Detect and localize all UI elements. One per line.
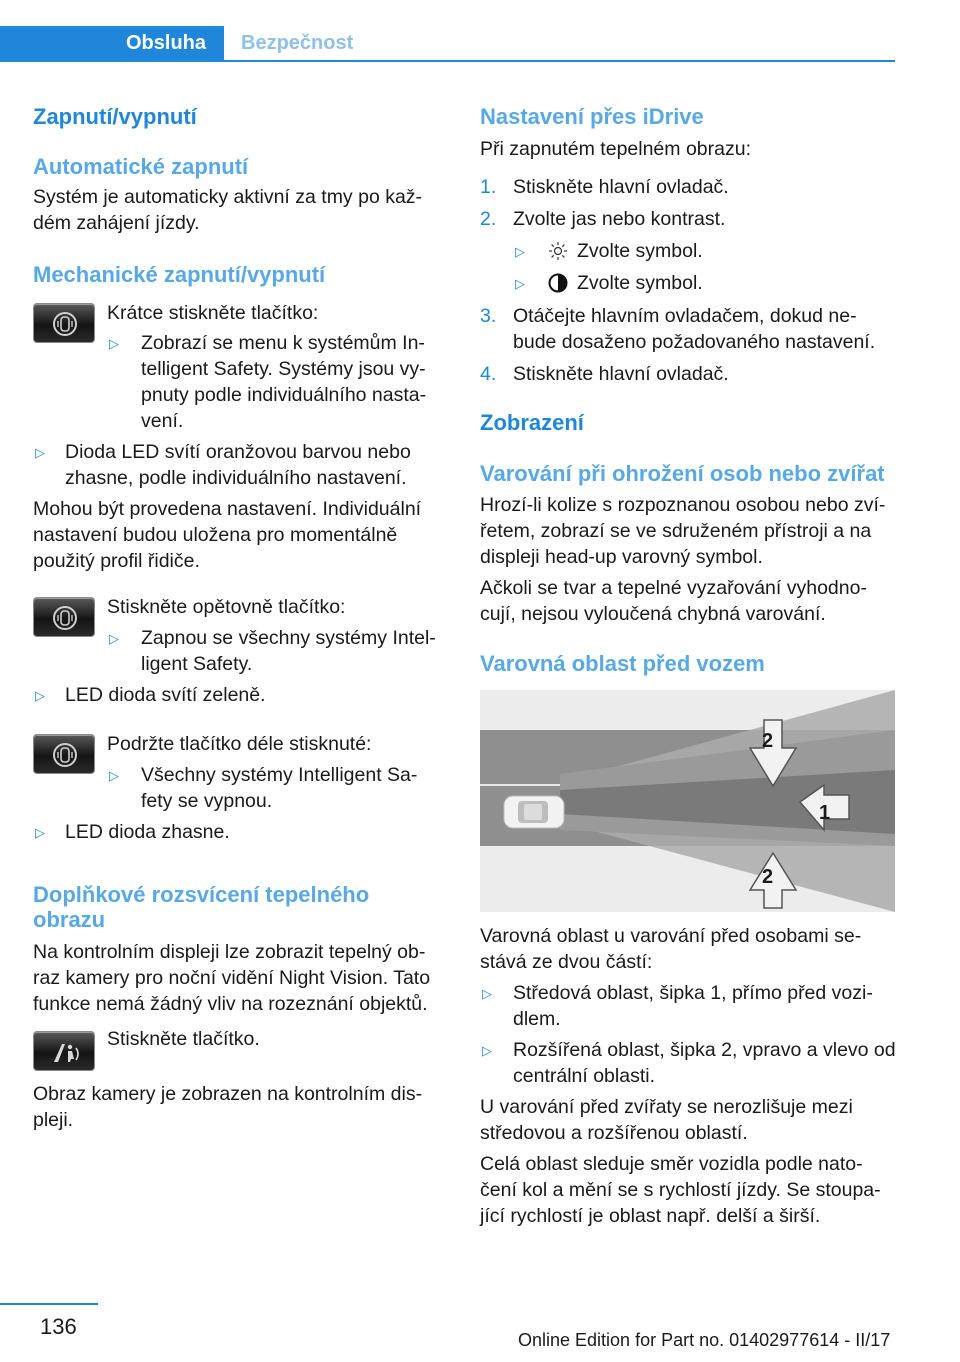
online-edition-note: Online Edition for Part no. 01402977614 - II/17 — [518, 1330, 891, 1350]
warning-area-diagram — [480, 690, 895, 912]
subheading-warning-area: Varovná oblast před vozem — [480, 651, 765, 676]
again-bullet1-line-2: ligent Safety. — [141, 653, 253, 675]
animals-text-line-1: U varování před zvířaty se nerozlišuje mezi — [480, 1096, 853, 1118]
step-number: 3. — [480, 305, 497, 327]
intelligent-safety-icon — [34, 735, 96, 775]
camera-text-line-2: pleji. — [33, 1109, 74, 1131]
settings-text-line-2: nastavení budou uložena pro momentálně — [33, 524, 398, 546]
night-vision-button-image — [33, 1031, 95, 1071]
mech-bullet1-line-1: Zobrazí se menu k systémům In‐ — [141, 332, 425, 354]
step-number: 1. — [480, 176, 497, 198]
arrow-label-bottom: 2 — [762, 866, 774, 888]
mech-bullet1-line-2: telligent Safety. Systémy jsou vy‐ — [141, 358, 426, 380]
whole-text-line-2: čení kol a mění se s rychlostí jízdy. Se stoupa‐ — [480, 1179, 881, 1201]
subheading-thermal-line-1: Doplňkové rozsvícení tepelného — [33, 882, 370, 907]
thermal-text-line-3: funkce nemá žádný vliv na rozeznání objektů. — [33, 993, 428, 1015]
subheading-automaticke-zapnuti: Automatické zapnutí — [33, 154, 249, 179]
bullet-triangle-icon: ▷ — [35, 688, 45, 703]
intelligent-safety-icon — [34, 304, 96, 344]
bullet-triangle-icon: ▷ — [35, 445, 45, 460]
footer-rule — [0, 1303, 98, 1305]
subheading-idrive: Nastavení přes iDrive — [480, 104, 704, 129]
thermal-text-line-1: Na kontrolním displeji lze zobrazit tepelný ob‐ — [33, 941, 426, 963]
tab-underline — [0, 60, 895, 62]
animals-text-line-2: středovou a rozšířenou oblastí. — [480, 1122, 748, 1144]
area-text-line-2: stává ze dvou částí: — [480, 951, 653, 973]
again-bullet1-line-1: Zapnou se všechny systémy Intel‐ — [141, 627, 436, 649]
intelligent-safety-button-image — [33, 734, 95, 774]
area-bullet2-line-1: Rozšířená oblast, šipka 2, vpravo a vlevo od — [513, 1039, 896, 1061]
bullet-triangle-icon: ▷ — [482, 1043, 492, 1058]
bullet-triangle-icon: ▷ — [109, 336, 119, 351]
mech-bullet1-line-4: vení. — [141, 410, 184, 432]
settings-text-line-3: použitý profil řidiče. — [33, 550, 200, 572]
area-text-line-1: Varovná oblast u varování před osobami se‐ — [480, 925, 862, 947]
mech-press-text: Krátce stiskněte tlačítko: — [107, 302, 319, 324]
mech-bullet2-line-1: Dioda LED svítí oranžovou barvou nebo — [65, 441, 411, 463]
step-2-text: Zvolte jas nebo kontrast. — [513, 208, 726, 230]
heading-zobrazeni: Zobrazení — [480, 410, 584, 435]
hold-bullet1-line-1: Všechny systémy Intelligent Sa‐ — [141, 764, 418, 786]
intelligent-safety-icon — [34, 598, 96, 638]
bullet-triangle-icon: ▷ — [482, 986, 492, 1001]
subheading-mechanicke: Mechanické zapnutí/vypnutí — [33, 262, 326, 287]
chapter-tabbar — [0, 26, 895, 62]
bullet-triangle-icon: ▷ — [35, 825, 45, 840]
intelligent-safety-button-image — [33, 303, 95, 343]
warning-text1-line-1: Hrozí-li kolize s rozpoznanou osobou nebo zví‐ — [480, 494, 886, 516]
step-number: 2. — [480, 208, 497, 230]
press-again-text: Stiskněte opětovně tlačítko: — [107, 596, 346, 618]
sub-contrast-text: Zvolte symbol. — [577, 272, 703, 294]
mech-bullet1-line-3: pnuty podle individuálního nasta‐ — [141, 384, 427, 406]
subheading-warning: Varování při ohrožení osob nebo zvířat — [480, 461, 885, 486]
whole-text-line-1: Celá oblast sleduje směr vozidla podle nato‐ — [480, 1153, 863, 1175]
auto-text-line-2: dém zahájení jízdy. — [33, 212, 200, 234]
warning-text1-line-2: řetem, zobrazí se ve sdruženém přístroji a na — [480, 520, 872, 542]
bullet-triangle-icon: ▷ — [109, 768, 119, 783]
tab-obsluha[interactable]: Obsluha — [0, 26, 224, 60]
hold-text: Podržte tlačítko déle stisknuté: — [107, 733, 372, 755]
idrive-intro: Při zapnutém tepelném obrazu: — [480, 138, 751, 160]
camera-text-line-1: Obraz kamery je zobrazen na kontrolním dis‐ — [33, 1083, 423, 1105]
arrow-label-top: 2 — [762, 730, 774, 752]
step-3-line-2: bude dosaženo požadovaného nastavení. — [513, 331, 876, 353]
warning-text1-line-3: displeji head-up varovný symbol. — [480, 546, 763, 568]
press-button-text: Stiskněte tlačítko. — [107, 1028, 260, 1050]
tab-bezpecnost[interactable]: Bezpečnost — [241, 32, 354, 54]
warning-text2-line-2: cují, nejsou vyloučená chybná varování. — [480, 603, 826, 625]
brightness-icon — [547, 240, 569, 262]
sub-brightness-text: Zvolte symbol. — [577, 240, 703, 262]
step-4-text: Stiskněte hlavní ovladač. — [513, 363, 729, 385]
thermal-text-line-2: raz kamery pro noční vidění Night Vision. Tato — [33, 967, 431, 989]
mech-bullet2-line-2: zhasne, podle individuálního nastavení. — [65, 467, 407, 489]
bullet-triangle-icon: ▷ — [515, 276, 525, 291]
contrast-icon — [547, 272, 569, 294]
again-bullet2: LED dioda svítí zeleně. — [65, 684, 266, 706]
page-number: 136 — [40, 1314, 77, 1339]
area-bullet2-line-2: centrální oblasti. — [513, 1065, 655, 1087]
area-bullet1-line-2: dlem. — [513, 1008, 561, 1030]
step-3-line-1: Otáčejte hlavním ovladačem, dokud ne‐ — [513, 305, 857, 327]
hold-bullet2: LED dioda zhasne. — [65, 821, 230, 843]
night-vision-icon — [34, 1032, 96, 1072]
heading-zapnuti-vypnuti: Zapnutí/vypnutí — [33, 104, 197, 129]
area-bullet1-line-1: Středová oblast, šipka 1, přímo před vozi‐ — [513, 982, 873, 1004]
hold-bullet1-line-2: fety se vypnou. — [141, 790, 273, 812]
step-number: 4. — [480, 363, 497, 385]
warning-text2-line-1: Ačkoli se tvar a tepelné vyzařování vyhodno‐ — [480, 577, 867, 599]
bullet-triangle-icon: ▷ — [515, 244, 525, 259]
bullet-triangle-icon: ▷ — [109, 631, 119, 646]
settings-text-line-1: Mohou být provedena nastavení. Individuální — [33, 498, 422, 520]
whole-text-line-3: jící rychlostí je oblast např. delší a širší. — [480, 1205, 821, 1227]
subheading-thermal-line-2: obrazu — [33, 907, 106, 932]
step-1-text: Stiskněte hlavní ovladač. — [513, 176, 729, 198]
auto-text-line-1: Systém je automaticky aktivní za tmy po kaž‐ — [33, 186, 423, 208]
intelligent-safety-button-image — [33, 597, 95, 637]
arrow-label-mid: 1 — [819, 802, 831, 824]
